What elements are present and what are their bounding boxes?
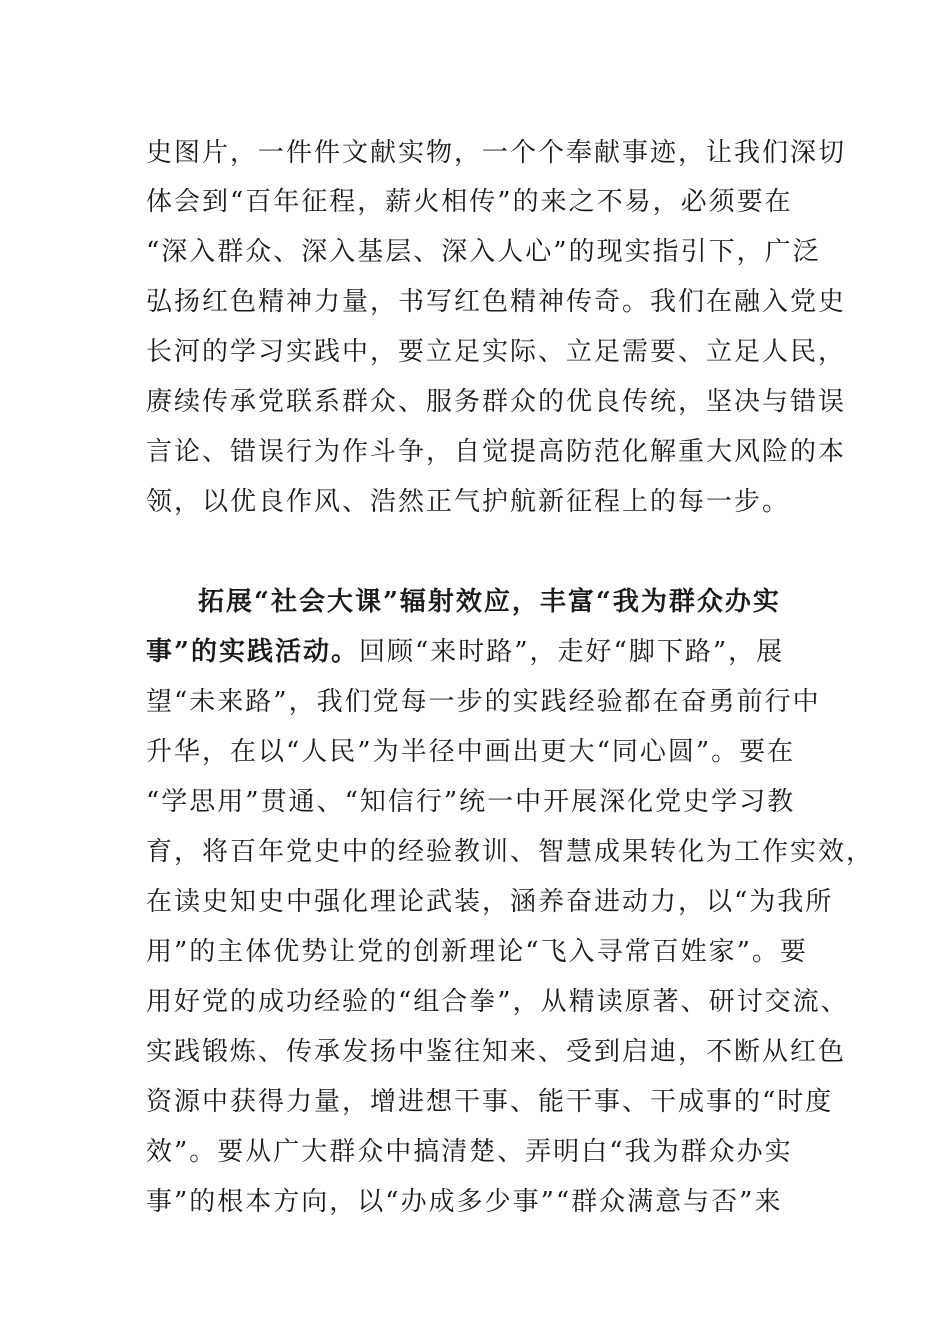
paragraph-2-line-3: 望“未来路”，我们党每一步的实践经验都在奋勇前行中: [146, 687, 821, 717]
paragraph-2-line-11: 资源中获得力量，增进想干事、能干事、干成事的“时度: [146, 1087, 834, 1117]
paragraph-2-line-2-text: 回顾“来时路”，走好“脚下路”，展: [358, 637, 785, 667]
paragraph-2-line-10: 实践锻炼、传承发扬中鉴往知来、受到启迪，不断从红色: [146, 1037, 847, 1067]
paragraph-2-line-9: 用好党的成功经验的“组合拳”，从精读原著、研讨交流、: [146, 987, 849, 1017]
paragraph-1-line-1: 史图片，一件件文献实物，一个个奉献事迹，让我们深切: [146, 138, 847, 168]
paragraph-2-line-6: 育，将百年党史中的经验教训、智慧成果转化为工作实效，: [146, 837, 875, 867]
paragraph-2-line-2: [146, 627, 786, 677]
paragraph-1-line-4: 弘扬红色精神力量，书写红色精神传奇。我们在融入党史: [146, 287, 847, 317]
paragraph-2-heading-line-2: 事”的实践活动。: [146, 637, 359, 667]
paragraph-2-heading-line-1: 拓展“社会大课”辐射效应，丰富“我为群众办实: [198, 587, 781, 617]
paragraph-1-line-7: 言论、错误行为作斗争，自觉提高防范化解重大风险的本: [146, 437, 847, 467]
paragraph-1-line-5: 长河的学习实践中，要立足实际、立足需要、立足人民，: [146, 337, 847, 367]
paragraph-1-line-2: 体会到“百年征程，薪火相传”的来之不易，必须要在: [146, 187, 793, 217]
paragraph-2-line-13: 事”的根本方向，以“办成多少事”“群众满意与否”来: [146, 1187, 783, 1217]
paragraph-2-line-5: “学思用”贯通、“知信行”统一中开展深化党史学习教: [146, 787, 796, 817]
paragraph-1-line-6: 赓续传承党联系群众、服务群众的优良传统，坚决与错误: [146, 387, 847, 417]
paragraph-2-line-4: 升华，在以“人民”为半径中画出更大“同心圆”。要在: [146, 737, 796, 767]
paragraph-1-line-8: 领，以优良作风、浩然正气护航新征程上的每一步。: [146, 487, 791, 517]
paragraph-2-line-7: 在读史知史中强化理论武装，涵养奋进动力，以“为我所: [146, 887, 834, 917]
paragraph-1-line-3: “深入群众、深入基层、深入人心”的现实指引下，广泛: [146, 237, 821, 267]
paragraph-2-line-8: 用”的主体优势让党的创新理论“飞入寻常百姓家”。要: [146, 937, 808, 967]
paragraph-2-line-12: 效”。要从广大群众中搞清楚、弄明白“我为群众办实: [146, 1137, 793, 1167]
